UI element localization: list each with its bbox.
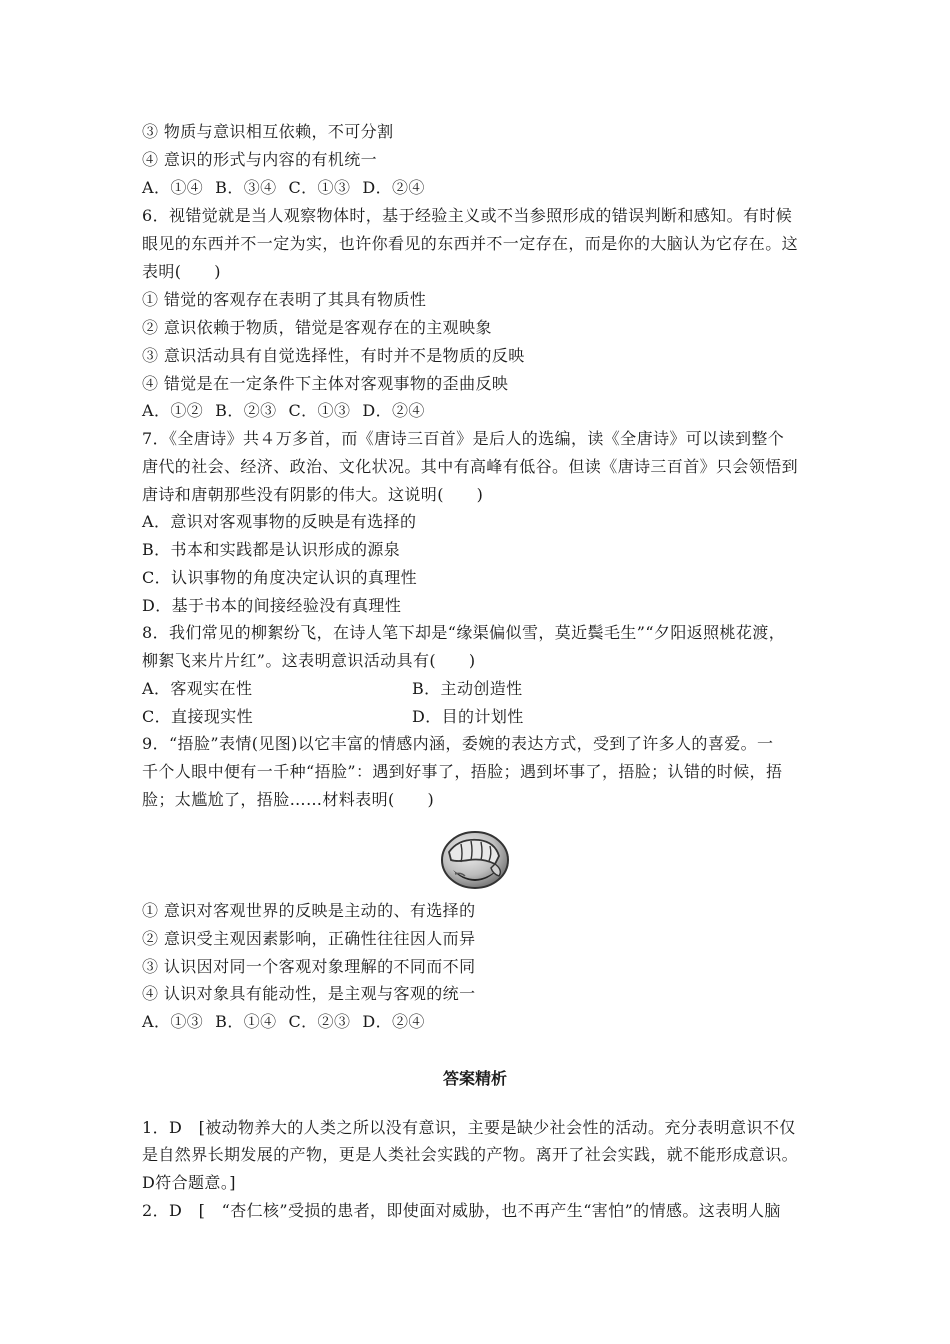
q8-option-b: B．主动创造性 — [412, 679, 523, 698]
q9-option-d: D．②④ — [362, 1012, 425, 1031]
answers-title: 答案精析 — [442, 1069, 507, 1088]
q9-statement-1: ① 意识对客观世界的反映是主动的、有选择的 — [142, 901, 476, 920]
q6-stem-line-1: 6．视错觉就是当人观察物体时，基于经验主义或不当参照形成的错误判断和感知。有时候 — [142, 206, 793, 225]
q9-options — [142, 1012, 425, 1032]
q8-option-c: C．直接现实性 — [142, 707, 254, 726]
q5-option-b: B．③④ — [215, 178, 277, 197]
q9-stem-line-1: 9．“捂脸”表情(见图)以它丰富的情感内涵，委婉的表达方式，受到了许多人的喜爱。一 — [142, 734, 774, 753]
q5-option-c: C．①③ — [288, 178, 351, 197]
q6-option-a: A．①② — [142, 401, 204, 420]
q7-stem-line-3: 唐诗和唐朝那些没有阴影的伟大。这说明( ) — [142, 485, 484, 504]
q9-option-b: B．①④ — [215, 1012, 277, 1031]
q9-option-a: A．①③ — [142, 1012, 204, 1031]
q8-stem-line-1: 8．我们常见的柳絮纷飞，在诗人笔下却是“缘渠偏似雪，莫近鬓毛生”“夕阳返照桃花渡， — [142, 623, 786, 642]
q6-statement-4: ④ 错觉是在一定条件下主体对客观事物的歪曲反映 — [142, 374, 509, 393]
q6-option-c: C．①③ — [288, 401, 351, 420]
q6-statement-2: ② 意识依赖于物质，错觉是客观存在的主观映象 — [142, 318, 492, 337]
q8-option-a: A．客观实在性 — [142, 679, 253, 698]
q7-option-b: B．书本和实践都是认识形成的源泉 — [142, 540, 401, 559]
q7-option-c: C．认识事物的角度决定认识的真理性 — [142, 568, 418, 587]
q8-option-d: D．目的计划性 — [412, 707, 524, 726]
q6-stem-line-3: 表明( ) — [142, 262, 221, 281]
q5-option-d: D．②④ — [362, 178, 425, 197]
q5-options — [142, 178, 425, 198]
q9-statement-3: ③ 认识因对同一个客观对象理解的不同而不同 — [142, 957, 476, 976]
facepalm-emoji-icon — [439, 830, 511, 890]
q7-stem-line-2: 唐代的社会、经济、政治、文化状况。其中有高峰有低谷。但读《唐诗三百首》只会领悟到 — [142, 457, 799, 476]
answer-1-line-2: 是自然界长期发展的产物，更是人类社会实践的产物。离开了社会实践，就不能形成意识。 — [142, 1145, 799, 1164]
q9-option-c: C．②③ — [288, 1012, 351, 1031]
q9-statement-4: ④ 认识对象具有能动性，是主观与客观的统一 — [142, 984, 476, 1003]
q7-stem-line-1: 7．《全唐诗》共４万多首，而《唐诗三百首》是后人的选编，读《全唐诗》可以读到整个 — [142, 429, 785, 448]
q5-option-a: A．①④ — [142, 178, 204, 197]
q6-statement-3: ③ 意识活动具有自觉选择性，有时并不是物质的反映 — [142, 346, 525, 365]
answer-2-line-1: 2．D [ “杏仁核”受损的患者，即使面对威胁，也不再产生“害怕”的情感。这表明人脑 — [142, 1201, 781, 1220]
q6-option-b: B．②③ — [215, 401, 277, 420]
q5-statement-3: ③ 物质与意识相互依赖，不可分割 — [142, 122, 394, 141]
answer-1-line-1: 1．D [被动物养大的人类之所以没有意识，主要是缺少社会性的活动。充分表明意识不仅 — [142, 1118, 796, 1137]
q6-options — [142, 401, 425, 421]
q9-stem-line-2: 千个人眼中便有一千种“捂脸”：遇到好事了，捂脸；遇到坏事了，捂脸；认错的时候，捂 — [142, 762, 783, 781]
q6-option-d: D．②④ — [362, 401, 425, 420]
q7-option-d: D．基于书本的间接经验没有真理性 — [142, 596, 402, 615]
q6-stem-line-2: 眼见的东西并不一定为实，也许你看见的东西并不一定存在，而是你的大脑认为它存在。这 — [142, 234, 799, 253]
q8-stem-line-2: 柳絮飞来片片红”。这表明意识活动具有( ) — [142, 651, 476, 670]
q9-statement-2: ② 意识受主观因素影响，正确性往往因人而异 — [142, 929, 476, 948]
q5-statement-4: ④ 意识的形式与内容的有机统一 — [142, 150, 378, 169]
q7-option-a: A．意识对客观事物的反映是有选择的 — [142, 512, 417, 531]
answer-1-line-3: D符合题意。] — [142, 1173, 236, 1192]
q6-statement-1: ① 错觉的客观存在表明了其具有物质性 — [142, 290, 427, 309]
q9-stem-line-3: 脸；太尴尬了，捂脸……材料表明( ) — [142, 790, 435, 809]
